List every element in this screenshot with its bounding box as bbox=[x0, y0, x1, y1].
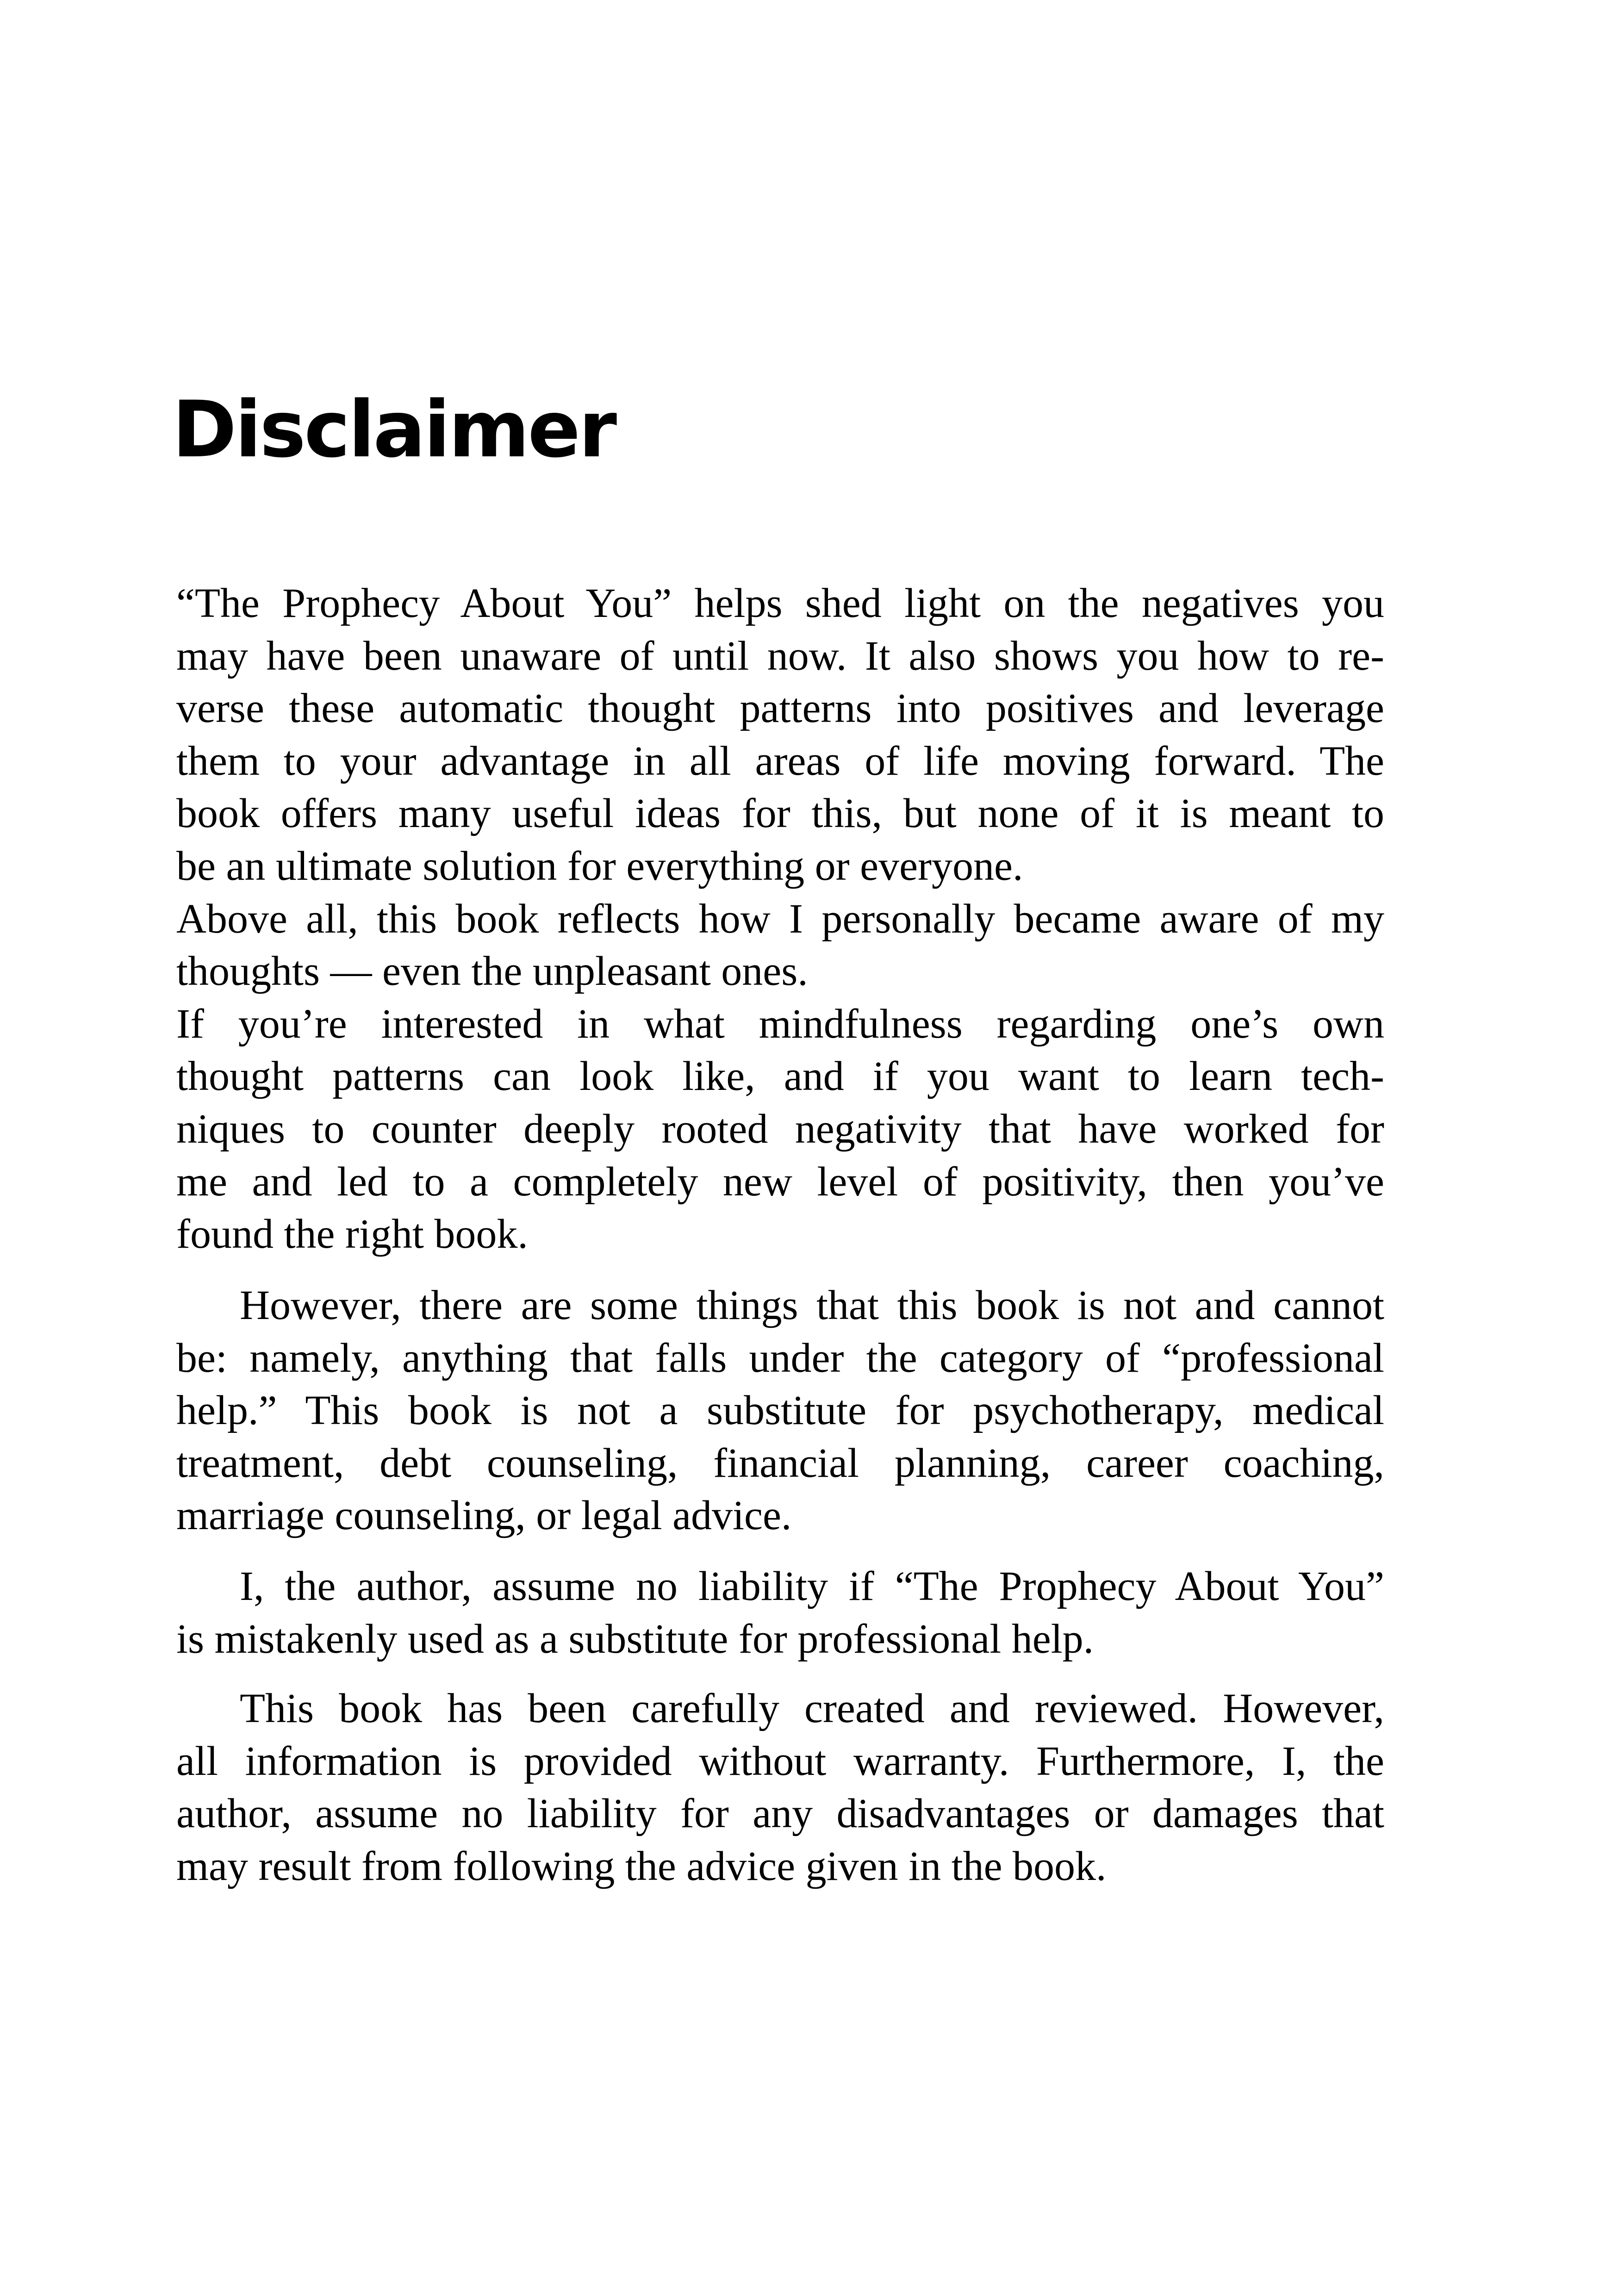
text-line: be: namely, anything that falls under the category of “professional bbox=[176, 1335, 1384, 1381]
text-line: treatment, debt counseling, financial planning, career coaching, bbox=[176, 1440, 1384, 1486]
text-line: If you’re interested in what mindfulness regarding one’s own bbox=[176, 1001, 1384, 1047]
text-line: them to your advantage in all areas of life moving forward. The bbox=[176, 738, 1384, 784]
text-line: thought patterns can look like, and if you want to learn tech- bbox=[176, 1053, 1384, 1100]
text-line: book offers many useful ideas for this, but none of it is meant to bbox=[176, 790, 1384, 837]
text-line: help.” This book is not a substitute for psychotherapy, medical bbox=[176, 1388, 1384, 1434]
text-line: I, the author, assume no liability if “The Prophecy About You” bbox=[240, 1563, 1384, 1609]
text-line: niques to counter deeply rooted negativity that have worked for bbox=[176, 1106, 1384, 1152]
text-line: be an ultimate solution for everything or everyone. bbox=[176, 843, 1023, 889]
page-title: Disclaimer bbox=[172, 384, 616, 475]
paragraph-intro bbox=[176, 577, 1384, 1261]
text-line: me and led to a completely new level of positivity, then you’ve bbox=[176, 1158, 1384, 1205]
paragraph-liability bbox=[176, 1560, 1384, 1665]
text-line: thoughts — even the unpleasant ones. bbox=[176, 948, 808, 995]
text-line: However, there are some things that this book is not and cannot bbox=[240, 1282, 1384, 1328]
text-line: marriage counseling, or legal advice. bbox=[176, 1493, 792, 1539]
text-line: verse these automatic thought patterns into positives and leverage bbox=[176, 685, 1384, 732]
text-line: all information is provided without warranty. Furthermore, I, the bbox=[176, 1738, 1384, 1784]
text-line: “The Prophecy About You” helps shed light on the negatives you bbox=[176, 580, 1384, 626]
text-line: may result from following the advice given in the book. bbox=[176, 1843, 1107, 1889]
text-line: Above all, this book reflects how I personally became aware of my bbox=[176, 896, 1384, 942]
paragraph-warranty bbox=[176, 1682, 1384, 1892]
text-line: is mistakenly used as a substitute for professional help. bbox=[176, 1616, 1094, 1662]
paragraph-not-professional-help bbox=[176, 1279, 1384, 1542]
text-line: This book has been carefully created and reviewed. However, bbox=[240, 1686, 1384, 1731]
text-line: found the right book. bbox=[176, 1211, 528, 1257]
text-line: may have been unaware of until now. It also shows you how to re- bbox=[176, 633, 1384, 679]
text-line: author, assume no liability for any disadvantages or damages that bbox=[176, 1791, 1384, 1837]
